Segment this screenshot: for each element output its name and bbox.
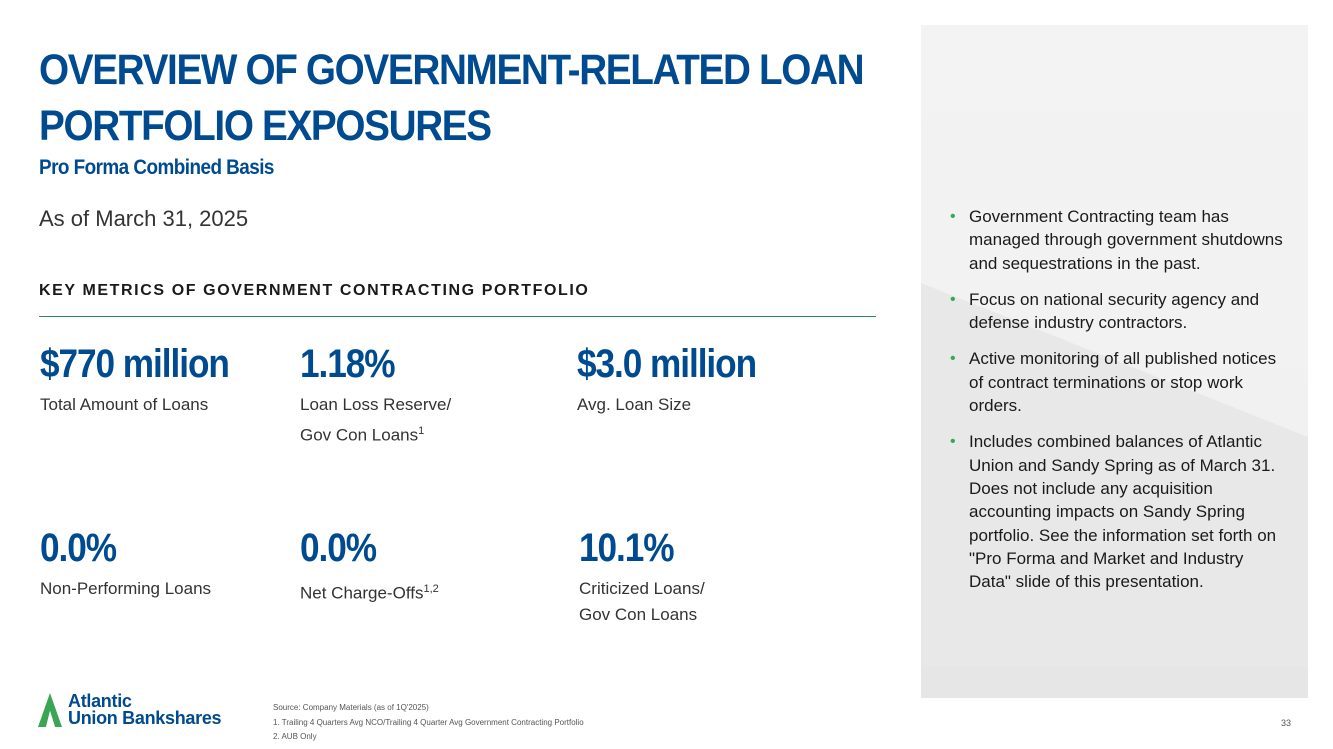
logo-mark-icon — [38, 693, 66, 727]
footnote-2: 2. AUB Only — [273, 732, 317, 741]
panel-bottom-band — [921, 667, 1308, 698]
metric-net-charge-offs — [300, 524, 439, 607]
title-line-2: PORTFOLIO EXPOSURES — [39, 102, 491, 150]
footnote-1: 1. Trailing 4 Quarters Avg NCO/Trailing 4 Quarter Avg Government Contracting Portfolio — [273, 717, 584, 727]
metric-total-loans — [40, 340, 255, 418]
bullet-item: • Includes combined balances of Atlantic Union and Sandy Spring as of March 31. Does not include any acquisition accounting impacts on Sandy Spring portfolio. See the information set forth on "Pro Forma and Market and Industry Data" slide of this presentation. — [950, 432, 1277, 592]
as-of-date: As of March 31, 2025 — [39, 206, 249, 231]
section-divider — [39, 316, 876, 317]
bullet-item: • Focus on national security agency and defense industry contractors. — [950, 289, 1260, 333]
bullet-dot-icon: • — [950, 290, 956, 308]
metric-value: 0.0% — [300, 526, 377, 570]
metric-label: Total Amount of Loans — [40, 395, 209, 414]
metric-non-performing-loans — [40, 524, 211, 602]
metric-label: Net Charge-Offs$^{1,2}$ — [300, 583, 439, 603]
metric-value: $770 million — [40, 342, 229, 386]
logo-text-line-1: Atlantic — [68, 691, 132, 711]
metric-label: Avg. Loan Size — [577, 395, 692, 414]
metric-loan-loss-reserve — [300, 340, 451, 449]
bullet-item: • Government Contracting team has managed through government shutdowns and sequestrations in the past. — [950, 207, 1283, 273]
page-number: 33 — [1281, 718, 1292, 728]
bullet-list — [948, 205, 1288, 606]
metric-label: Non-Performing Loans — [40, 579, 212, 598]
section-heading: KEY METRICS OF GOVERNMENT CONTRACTING PORTFOLIO — [39, 282, 590, 299]
metric-value: $3.0 million — [577, 342, 757, 386]
footnote-ref: 1 — [418, 425, 425, 437]
page-title — [39, 42, 863, 154]
page-subtitle: Pro Forma Combined Basis — [39, 156, 274, 179]
footnotes — [273, 701, 584, 745]
metric-value: 10.1% — [579, 526, 674, 570]
title-line-1: OVERVIEW OF GOVERNMENT-RELATED LOAN — [39, 46, 864, 94]
bullet-dot-icon: • — [950, 433, 956, 451]
metric-value: 1.18% — [300, 342, 395, 386]
logo-text-line-2: Union Bankshares — [68, 708, 222, 728]
metric-criticized-loans — [579, 524, 705, 628]
bullet-item: • Active monitoring of all published notices of contract terminations or stop work orders. — [950, 349, 1277, 416]
metric-value: 0.0% — [40, 526, 117, 570]
company-logo — [38, 691, 258, 731]
bullet-dot-icon: • — [950, 350, 956, 368]
metric-label: Loan Loss Reserve/ Gov Con Loans$^1$ — [300, 395, 452, 445]
footnote-source: Source: Company Materials (as of 1Q'2025) — [273, 703, 429, 712]
bullet-dot-icon: • — [950, 208, 956, 225]
metric-label: Criticized Loans/ Gov Con Loans — [579, 579, 705, 624]
footnote-ref: 1,2 — [423, 583, 439, 595]
metric-avg-loan-size — [577, 340, 780, 418]
